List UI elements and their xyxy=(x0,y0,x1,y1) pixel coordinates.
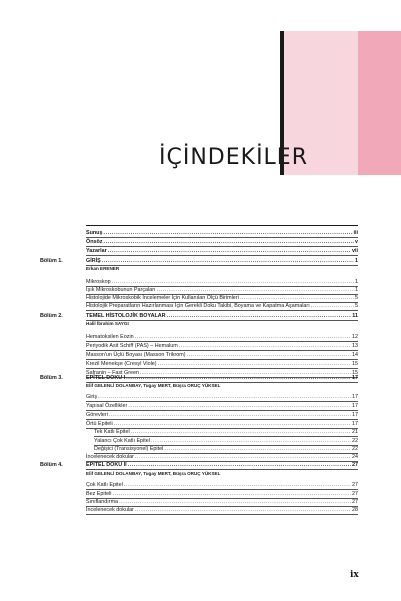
toc-item[interactable]: Sınıflandırma ..... 27 xyxy=(86,498,358,507)
toc-item[interactable]: Hematoksilen Eozin ..... 12 xyxy=(86,333,358,342)
chapter-author: Elif GELENLİ DOLANBAY, Tugay MERT, Büşra ORUÇ YÜKSEL xyxy=(86,383,221,388)
chapter-author: Elif GELENLİ DOLANBAY, Tugay MERT, Büşra ORUÇ YÜKSEL xyxy=(86,471,221,476)
page-number: ix xyxy=(350,570,359,580)
toc-item[interactable]: Krezil Menekşe (Cresyl Viole) ..... 15 xyxy=(86,360,358,369)
toc-subitem[interactable]: Tek Katlı Epitel ..... 21 xyxy=(94,428,358,437)
toc-item[interactable]: Yapısal Özellikler ..... 17 xyxy=(86,402,358,411)
toc-entry-onsoz[interactable]: Önsöz ..... v xyxy=(86,238,358,247)
toc-item[interactable]: Görevleri ..... 17 xyxy=(86,411,358,420)
toc-item[interactable]: Işık Mikroskobunun Parçaları ..... 1 xyxy=(86,286,358,295)
chapter-title-row[interactable]: GİRİŞ ..... 1 xyxy=(86,257,358,266)
toc-entry-yazarlar[interactable]: Yazarlar ..... vii xyxy=(86,247,358,256)
toc-item[interactable]: Histolojide Mikroskobik İncelemeler İçin Kullanılan Ölçü Birimleri ..... 5 xyxy=(86,294,358,303)
toc-item[interactable]: Bez Epiteli ..... 27 xyxy=(86,490,358,499)
toc-subitem[interactable]: Değişici (Transisyonel) Epitel ..... 22 xyxy=(94,445,358,454)
toc-item[interactable]: İncelenecek dokular ..... 24 xyxy=(86,453,358,462)
toc-item[interactable]: Periyodik Asit Schiff (PAS) – Hemalum ..... 13 xyxy=(86,342,358,351)
chapter-author: Halil İbrahim SAYGI xyxy=(86,321,129,326)
title-rule xyxy=(86,225,358,226)
chapter-title-row[interactable]: TEMEL HİSTOLOJİK BOYALAR ..... 11 xyxy=(86,312,358,321)
chapter-author: Erkan ERENER xyxy=(86,266,120,271)
toc-item[interactable]: Çok Katlı Epitel ..... 27 xyxy=(86,481,358,490)
chapter-label: Bölüm 1. xyxy=(40,258,63,264)
chapter-label: Bölüm 3. xyxy=(40,375,63,381)
chapter-title-row[interactable]: EPİTEL DOKU I ..... 17 xyxy=(86,374,358,383)
toc-item[interactable]: Safranin – Fast Green ..... 15 xyxy=(86,369,358,378)
toc-item[interactable]: Masson'un Üçlü Boyası (Masson Trikrom) ..... 14 xyxy=(86,351,358,360)
chapter-label: Bölüm 4. xyxy=(40,462,63,468)
toc-item[interactable]: Mikroskop ..... 1 xyxy=(86,278,358,287)
chapter-title-row[interactable]: EPİTEL DOKU II ..... 27 xyxy=(86,461,358,470)
toc-entry-sunus[interactable]: Sunuş ..... iii xyxy=(86,229,358,238)
page-title: İÇİNDEKİLER xyxy=(159,145,308,170)
toc-subitem[interactable]: Yalancı Çok Katlı Epitel ..... 22 xyxy=(94,437,358,446)
toc-item[interactable]: İncelenecek dokular ..... 28 xyxy=(86,506,358,515)
toc-item[interactable]: Giriş ..... 17 xyxy=(86,393,358,402)
toc-item[interactable]: Örtü Epiteli ..... 17 xyxy=(86,420,358,429)
chapter-label: Bölüm 2. xyxy=(40,313,63,319)
decorative-pink-block xyxy=(358,31,401,175)
toc-item[interactable]: Histolojik Preparatların Hazırlanması İçin Gerekli Doku Takibi, Boyama ve Kapatma Aşamaları ..... 5 xyxy=(86,302,358,311)
